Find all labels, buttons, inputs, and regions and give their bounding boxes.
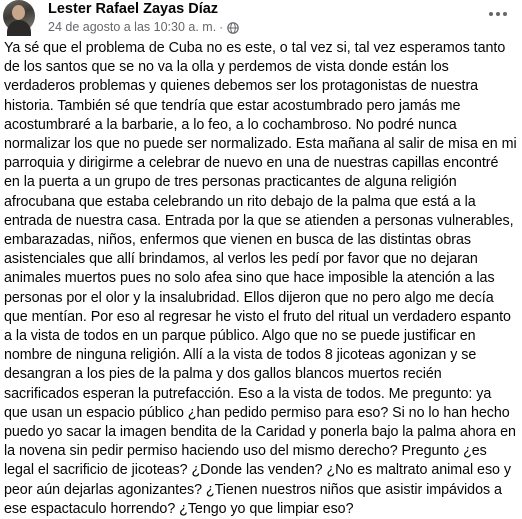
avatar-shoulders	[7, 20, 31, 36]
avatar[interactable]	[3, 0, 35, 32]
author-name[interactable]: Lester Rafael Zayas Díaz	[48, 1, 219, 17]
more-options-button[interactable]	[484, 4, 512, 24]
post-meta	[48, 19, 239, 34]
meta-separator: ·	[219, 19, 224, 34]
globe-icon[interactable]	[227, 21, 239, 33]
post-text: Ya sé que el problema de Cuba no es este, o tal vez si, tal vez esperamos tanto de los santos que se no va la olla y perdemos de vista donde están los verdaderos problemas y quienes debemos ser los protagonistas de nuestra historia. También sé que tendría que estar acostumbrado pero jamás me acostumbraré a la barbarie, a lo feo, a lo cochambroso. No podré nunca normalizar los que no puede ser normalizado. Esta mañana al salir de misa en mi parroquia y dirigirme a celebrar de nuevo en una de nuestras capillas encontré en la puerta a un grupo de tres personas practicantes de alguna religión afrocubana que estaba celebrando un rito debajo de la palma que está a la entrada de nuestra casa. Entrada por la que se atienden a personas vulnerables, embarazadas, niños, enfermos que vienen en busca de las distintas obras asistenciales que allí brindamos, al verlos les pedí por favor que no dejaran animales muertos pues no solo afea sino que hace imposible la atención a las personas por el olor y la insalubridad. Ellos dijeron que no pero algo me decía que mentían. Por eso al regresar he visto el fruto del ritual un verdadero espanto a la vista de todos en un parque público. Algo que no se puede justificar en nombre de ninguna religión. Allí a la vista de todos 8 jicoteas agonizan y se desangran a los pies de la palma y dos gallos blancos muertos recién sacrificados esperan la putrefacción. Eso a la vista de todos. Me pregunto: ya que usan un espacio público ¿han pedido permiso para eso? Si no lo han hecho puedo yo sacar la imagen bendita de la Caridad y ponerla bajo la palma ahora en la novena sin pedir permiso haciendo uso del mismo derecho? Pregunto ¿es legal el sacrificio de jicoteas? ¿Donde las venden? ¿No es maltrato animal eso y peor aún dejarlas agonizantes? ¿Tienen nuestros niños que asistir impávidos a ese espactaculo horrendo? ¿Tengo yo que limpiar eso?	[4, 40, 517, 517]
post-timestamp[interactable]: 24 de agosto a las 10:30 a. m.	[48, 19, 217, 34]
avatar-head	[12, 5, 25, 20]
post-header	[0, 0, 522, 36]
more-horizontal-icon	[489, 12, 507, 16]
